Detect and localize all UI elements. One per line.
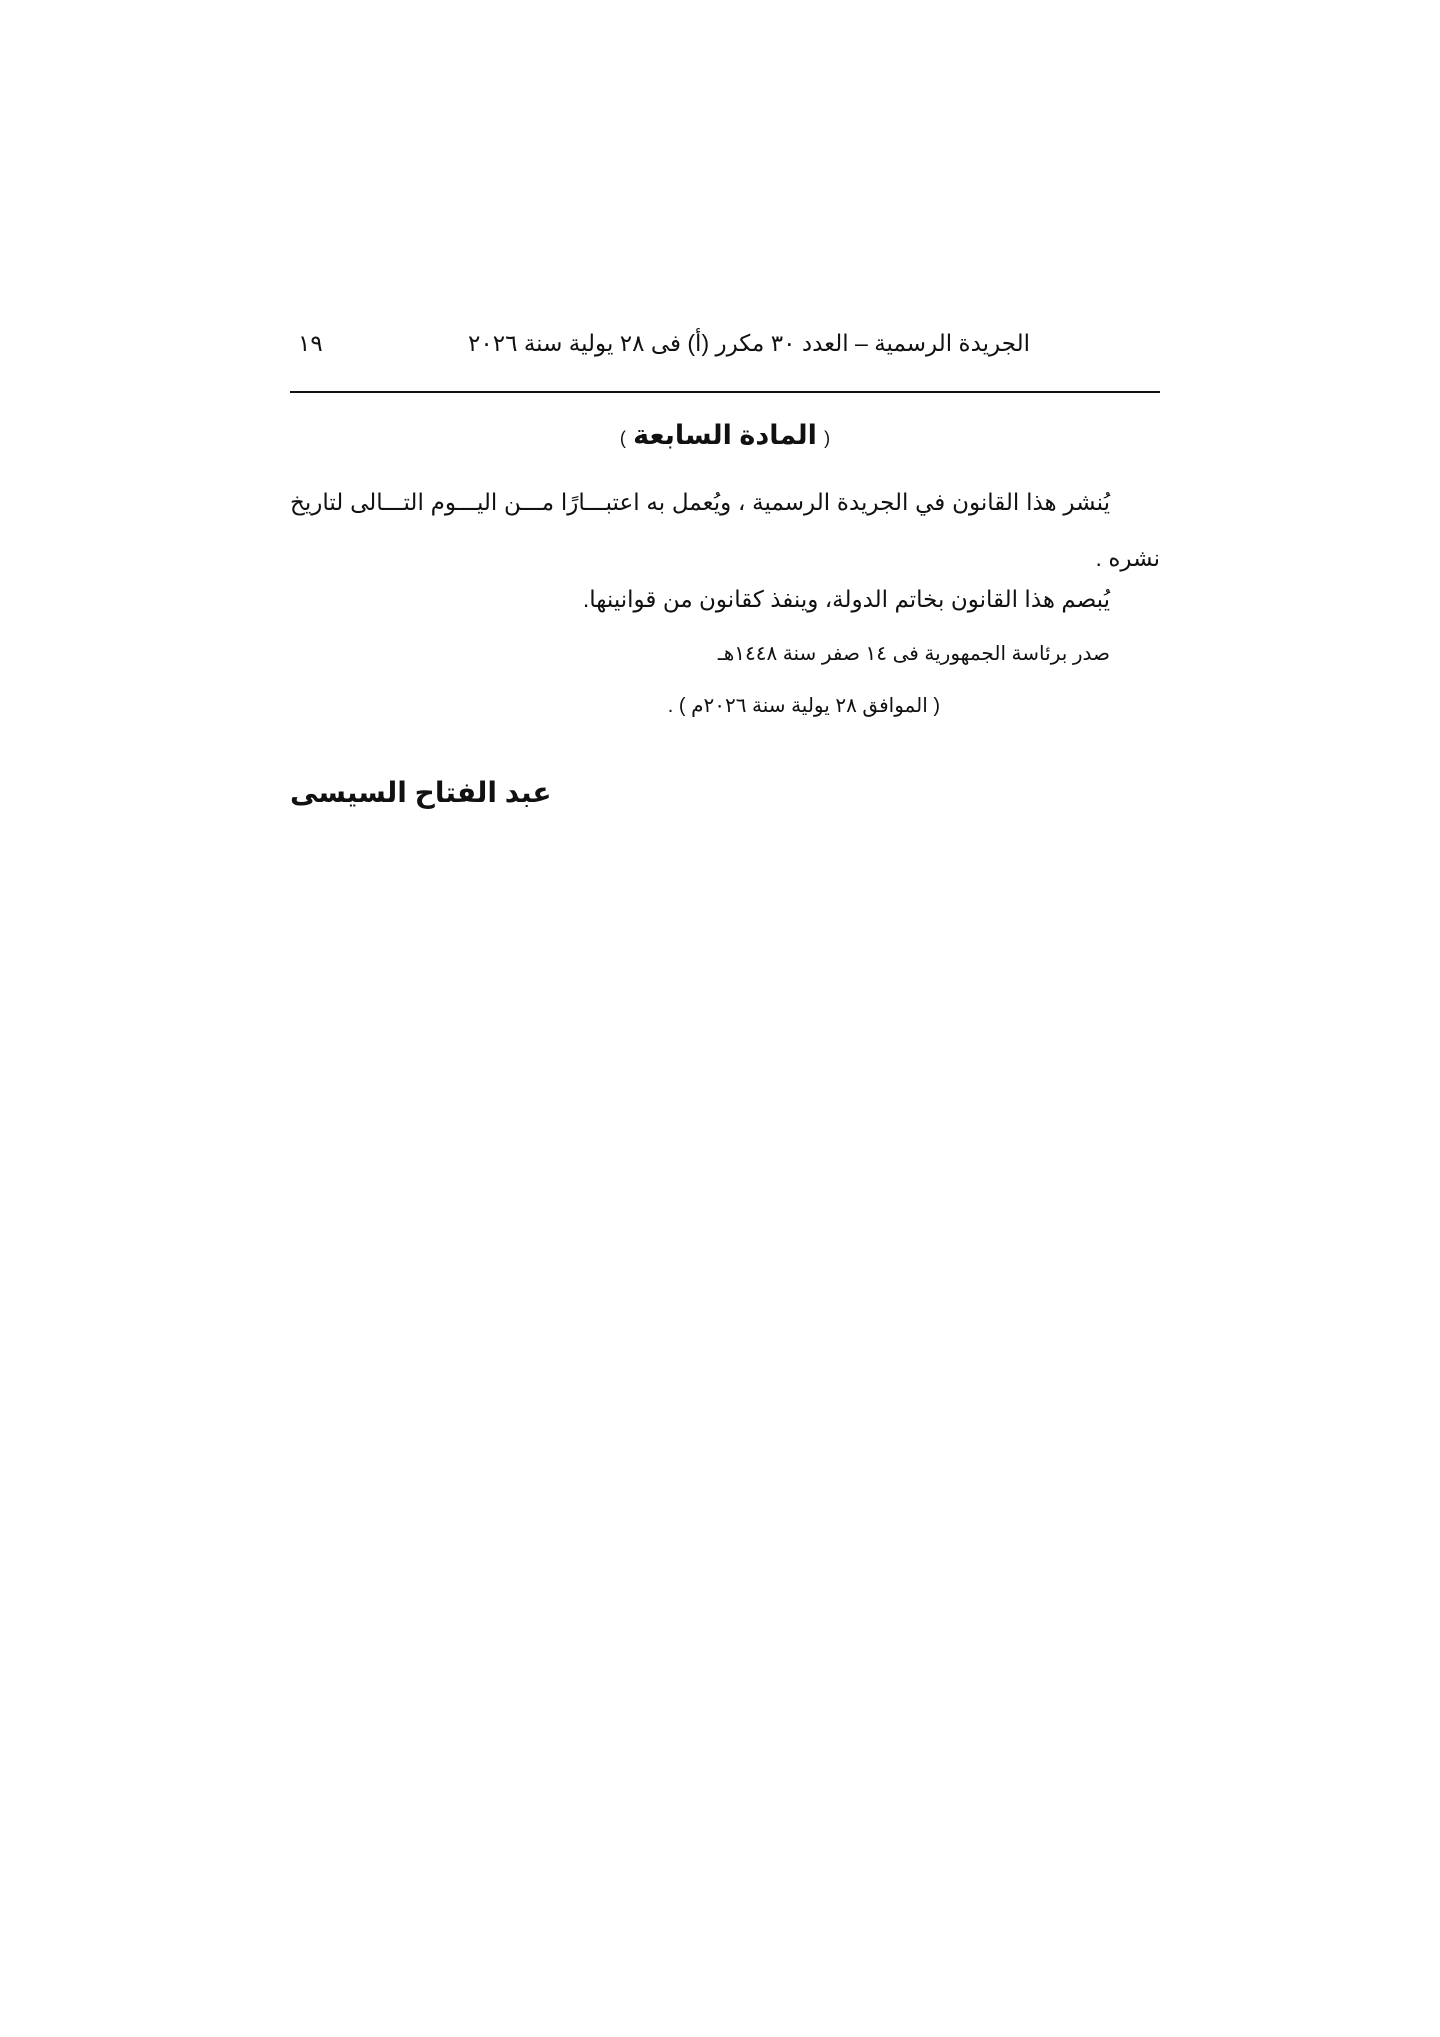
header-divider (290, 391, 1160, 393)
publication-paragraph: يُنشر هذا القانون في الجريدة الرسمية ، ويُعمل به اعتبـــارًا مـــن اليـــوم التـــالى لتاريخ نشره . (290, 489, 1160, 571)
signature-name: عبد الفتاح السيسى (290, 777, 552, 808)
page-number: ١٩ (298, 330, 323, 356)
article-close-paren: ) (619, 428, 626, 448)
corresponding-date-line: ( الموافق ٢٨ يولية سنة ٢٠٢٦م ) . (667, 695, 940, 717)
issued-line: صدر برئاسة الجمهورية فى ١٤ صفر سنة ١٤٤٨هـ (717, 643, 1110, 665)
article-open-paren: ( (824, 428, 831, 448)
article-heading (290, 420, 1160, 451)
page-header (290, 330, 1160, 374)
article-title: المادة السابعة (633, 420, 817, 450)
gazette-header-title: الجريدة الرسمية – العدد ٣٠ مكرر (أ) فى ٢٨ يولية سنة ٢٠٢٦ (468, 330, 1030, 356)
seal-paragraph: يُبصم هذا القانون بخاتم الدولة، وينفذ كقانون من قوانينها. (582, 586, 1110, 612)
